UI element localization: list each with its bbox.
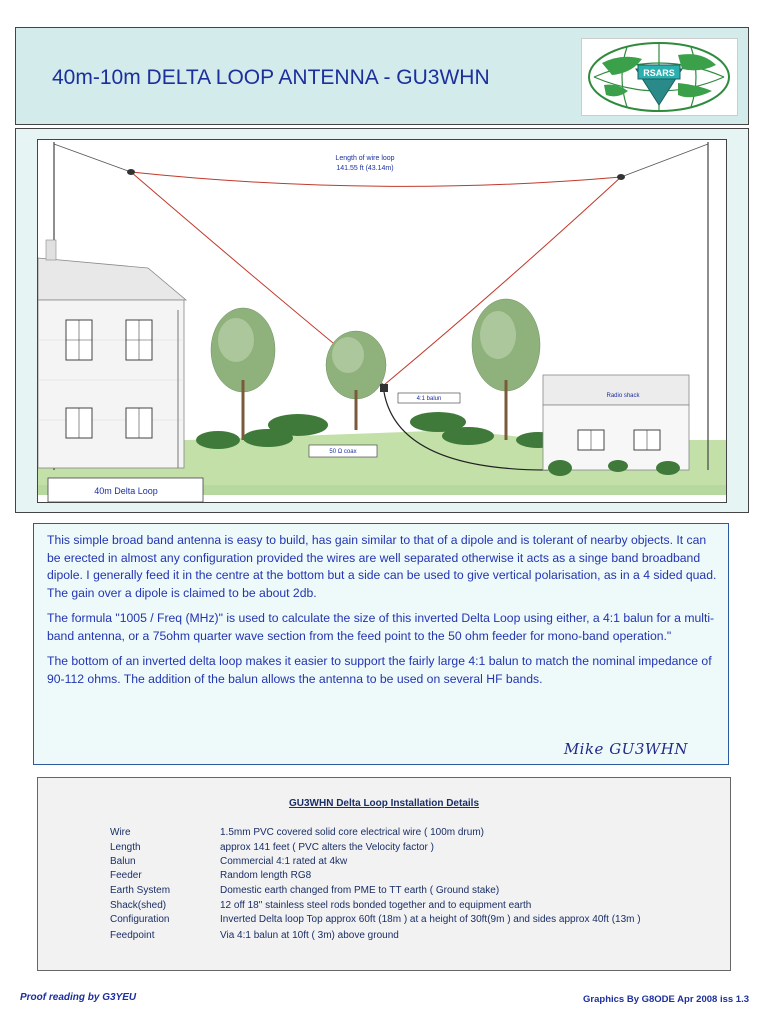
- right-insulator: [617, 174, 625, 180]
- description-paragraph: This simple broad band antenna is easy to build, has gain similar to that of a dipole and is tolerant of nearby objects. It can be erected in almost any configuration provided the wires are well separated otherwise it acts as a singe band broadband dipole. I generally feed it in the centre at the bottom but a side can be used to give vertical polarisation, as in a 4 sided quad. The gain over a dipole is claimed to be about 2db.: [47, 533, 717, 600]
- illustration-frame: [15, 128, 749, 513]
- detail-value: Domestic earth changed from PME to TT earth ( Ground stake): [220, 885, 500, 896]
- detail-key: Wire: [110, 827, 131, 838]
- detail-value: 1.5mm PVC covered solid core electrical wire ( 100m drum): [220, 827, 484, 838]
- detail-value: Inverted Delta loop Top approx 60ft (18m ) at a height of 30ft(9m ) and sides approx 40ft (13m ): [220, 914, 641, 925]
- radio-shack: [543, 375, 689, 476]
- antenna-scene: [38, 140, 727, 503]
- description-paragraph: The formula "1005 / Freq (MHz)" is used to calculate the size of this inverted Delta Loop using either, a 4:1 balun for a multi-band antenna, or a 75ohm quarter wave section from the feed point to the 50 ohm feeder for mono-band operation.": [47, 611, 715, 643]
- house: [38, 240, 186, 468]
- description-paragraph: The bottom of an inverted delta loop makes it easier to support the fairly large 4:1 balun to match the nominal impedance of 90-112 ohms. The addition of the balun allows the antenna to be used on several HF bands.: [47, 654, 712, 686]
- detail-value: approx 141 feet ( PVC alters the Velocity factor ): [220, 842, 434, 853]
- page-title: 40m-10m DELTA LOOP ANTENNA - GU3WHN: [52, 66, 490, 89]
- left-insulator: [127, 169, 135, 175]
- footer-proofreading: Proof reading by G3YEU: [20, 992, 137, 1003]
- balun-label: 4:1 balun: [416, 396, 442, 402]
- rsars-logo: [581, 38, 738, 116]
- footer-graphics-credit: Graphics By G8ODE Apr 2008 iss 1.3: [583, 994, 749, 1005]
- title-banner: [15, 27, 749, 125]
- detail-key: Balun: [110, 856, 136, 867]
- description-box: [33, 523, 729, 765]
- antenna-illustration: [37, 139, 727, 503]
- coax-label: 50 Ω coax: [329, 449, 357, 455]
- loop-label: 40m Delta Loop: [94, 486, 158, 496]
- wire-length-value: 141.55 ft (43.14m): [336, 165, 394, 172]
- shack-label: Radio shack: [606, 393, 640, 399]
- detail-key: Feeder: [110, 870, 142, 881]
- detail-key: Length: [110, 842, 141, 853]
- detail-key: Configuration: [110, 914, 170, 925]
- details-title: GU3WHN Delta Loop Installation Details: [288, 798, 480, 809]
- signature: Mike GU3WHN: [563, 739, 688, 758]
- trees: [196, 299, 560, 449]
- installation-details: [37, 777, 731, 971]
- detail-value: Via 4:1 balun at 10ft ( 3m) above ground: [220, 930, 399, 941]
- detail-key: Shack(shed): [110, 900, 167, 911]
- loop-top-wire: [131, 172, 621, 186]
- wire-length-label: Length of wire loop: [335, 155, 395, 162]
- detail-value: Random length RG8: [220, 870, 312, 881]
- balun-box: [380, 384, 388, 392]
- globe-logo-icon: [582, 39, 737, 115]
- detail-value: Commercial 4:1 rated at 4kw: [220, 856, 348, 867]
- detail-key: Feedpoint: [110, 930, 155, 941]
- detail-key: Earth System: [110, 885, 171, 896]
- logo-text: RSARS: [643, 68, 675, 78]
- detail-value: 12 off 18" stainless steel rods bonded together and to equipment earth: [220, 900, 532, 911]
